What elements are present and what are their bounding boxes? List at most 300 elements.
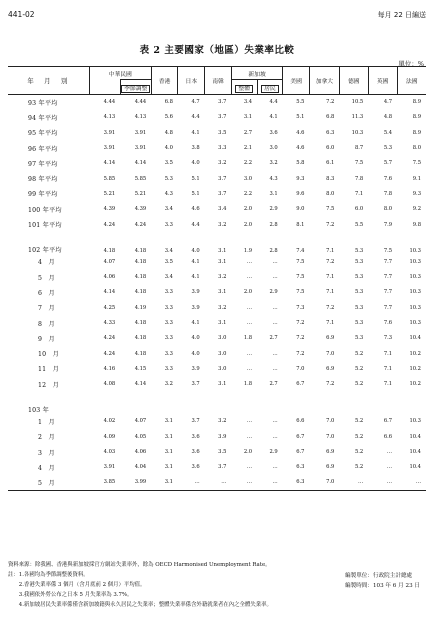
- table-row: [8, 186, 426, 201]
- cell-value: 4.6: [296, 145, 305, 152]
- cell-value: 4.1: [269, 114, 278, 121]
- cell-value: 2.0: [243, 221, 253, 228]
- cell-value: 3.1: [164, 433, 173, 440]
- cell-value: 10.3: [409, 320, 421, 326]
- note-1: 註：1.各國均為季節調整後資料。: [8, 572, 89, 578]
- cell-value: 4.04: [134, 464, 147, 471]
- cell-value: 3.3: [164, 365, 173, 372]
- header-singapore: 新加坡: [231, 67, 282, 80]
- cell-value: 10.2: [409, 350, 421, 357]
- cell-value: 8.0: [326, 190, 335, 197]
- cell-value: 4.1: [191, 274, 200, 281]
- cell-value: 3.2: [218, 160, 227, 167]
- cell-value: 3.2: [218, 221, 227, 228]
- cell-value: 10.5: [351, 99, 364, 106]
- cell-value: 3.1: [218, 289, 227, 296]
- cell-value: [120, 392, 151, 414]
- cell-value: 7.0: [326, 433, 335, 440]
- cell-value: 2.2: [243, 190, 253, 197]
- cell-value: 7.2: [326, 99, 335, 106]
- cell-value: 5.3: [383, 145, 393, 152]
- cell-value: 3.4: [164, 206, 173, 213]
- cell-value: 5.3: [354, 274, 364, 281]
- cell-value: 3.9: [191, 304, 200, 311]
- table-row: [8, 254, 426, 269]
- row-label: 12 月: [38, 381, 60, 389]
- note-4: 4.新加坡居民失業率係僅含新加坡籍與永久居民之失業率；整體失業率係含外籍就業者在內之全體失業率。: [8, 602, 272, 608]
- cell-value: 5.3: [354, 320, 364, 326]
- cell-value: 3.2: [218, 304, 227, 311]
- cell-value: 6.8: [164, 99, 173, 106]
- cell-value: 3.2: [269, 160, 278, 167]
- cell-value: 3.9: [218, 433, 227, 440]
- cell-value: [151, 392, 178, 414]
- cell-value: 6.7: [296, 449, 305, 456]
- header-china-seasonal: 季節調整: [120, 80, 151, 95]
- cell-value: 4.39: [134, 206, 147, 213]
- cell-value: 3.1: [164, 479, 173, 486]
- cell-value: 4.05: [134, 433, 147, 440]
- cell-value: [339, 392, 368, 414]
- cell-value: 7.7: [383, 304, 393, 311]
- header-sg-resident: 居民: [257, 80, 283, 95]
- unit-label: 單位：%: [398, 60, 424, 68]
- cell-value: 5.3: [354, 258, 364, 265]
- cell-value: 3.7: [218, 99, 227, 106]
- cell-value: …: [358, 479, 364, 486]
- cell-value: …: [221, 479, 227, 486]
- cell-value: 5.3: [354, 304, 364, 311]
- table-row: [8, 202, 426, 217]
- cell-value: 3.7: [191, 418, 200, 425]
- cell-value: …: [272, 479, 278, 486]
- cell-value: 4.0: [191, 335, 200, 342]
- cell-value: 5.3: [354, 289, 364, 296]
- cell-value: 4.6: [191, 206, 200, 213]
- cell-value: 3.9: [191, 365, 200, 372]
- report-code: 441-02: [8, 10, 35, 19]
- cell-value: 3.7: [218, 114, 227, 121]
- cell-value: 5.85: [103, 175, 116, 182]
- cell-value: 9.8: [412, 221, 421, 228]
- cell-value: 7.0: [326, 350, 335, 357]
- cell-value: 5.2: [354, 381, 364, 388]
- cell-value: 7.0: [326, 418, 335, 425]
- row-label: 7 月: [38, 305, 55, 313]
- editor-date: 編製時間：103 年 6 月 23 日: [345, 583, 420, 589]
- cell-value: 3.91: [134, 129, 147, 136]
- cell-value: 5.2: [354, 350, 364, 357]
- cell-value: 5.3: [354, 248, 364, 255]
- cell-value: 7.5: [354, 160, 364, 167]
- cell-value: 7.5: [412, 160, 421, 167]
- cell-value: 4.06: [103, 274, 116, 281]
- cell-value: 10.3: [409, 248, 421, 255]
- cell-value: 6.0: [326, 145, 335, 152]
- cell-value: 3.6: [191, 464, 200, 471]
- cell-value: 4.4: [269, 99, 278, 106]
- cell-value: 3.5: [164, 258, 173, 265]
- cell-value: 4.24: [103, 350, 116, 357]
- header-china-raw: [89, 80, 120, 95]
- cell-value: 3.8: [191, 145, 200, 152]
- cell-value: 2.9: [269, 289, 278, 296]
- cell-value: 7.1: [326, 248, 335, 255]
- cell-value: 5.5: [296, 99, 305, 106]
- row-label: 94 年平均: [28, 114, 58, 122]
- cell-value: 4.24: [103, 335, 116, 342]
- cell-value: 4.14: [103, 289, 116, 296]
- cell-value: 9.0: [296, 206, 305, 213]
- cell-value: 3.4: [164, 248, 173, 255]
- note-3: 3.我國依外勞公布之日本 5 月失業率為 3.7%。: [8, 592, 133, 598]
- cell-value: …: [194, 479, 200, 486]
- editor-unit: 編製單位：行政院主計總處: [345, 573, 413, 579]
- cell-value: …: [246, 433, 253, 440]
- cell-value: 4.6: [296, 129, 305, 136]
- cell-value: 1.9: [243, 248, 253, 255]
- cell-value: 10.4: [409, 433, 421, 440]
- cell-value: 6.7: [296, 381, 305, 388]
- table-row: [8, 444, 426, 459]
- cell-value: 7.7: [383, 289, 393, 296]
- cell-value: 4.24: [103, 221, 116, 228]
- header-korea: 南韓: [205, 67, 232, 95]
- header-germany: 德國: [339, 67, 368, 95]
- header-china: 中華民國: [89, 67, 151, 80]
- cell-value: 5.6: [164, 114, 173, 121]
- cell-value: 3.4: [164, 274, 173, 281]
- table-row: [8, 377, 426, 392]
- cell-value: 7.2: [296, 335, 305, 342]
- cell-value: …: [386, 479, 393, 486]
- cell-value: 3.6: [269, 129, 278, 136]
- cell-value: 3.91: [103, 464, 116, 471]
- cell-value: 5.7: [383, 160, 393, 167]
- row-label: 5 月: [38, 274, 55, 282]
- header-canada: 加拿大: [309, 67, 339, 95]
- cell-value: 6.1: [326, 160, 335, 167]
- cell-value: 9.3: [296, 175, 305, 182]
- header-sg-overall: 整體: [231, 80, 257, 95]
- cell-value: 4.44: [103, 99, 116, 106]
- cell-value: 7.2: [296, 350, 305, 357]
- cell-value: 3.0: [243, 175, 253, 182]
- table-title: 表 2 主要國家（地區）失業率比較: [139, 45, 295, 56]
- cell-value: 4.14: [134, 160, 147, 167]
- cell-value: 3.5: [218, 129, 227, 136]
- cell-value: 3.3: [164, 350, 173, 357]
- cell-value: 8.7: [354, 145, 364, 152]
- cell-value: 7.2: [326, 381, 335, 388]
- row-label: 6 月: [38, 289, 55, 297]
- cell-value: 11.3: [351, 114, 364, 121]
- cell-value: 6.3: [296, 464, 305, 471]
- cell-value: 4.8: [164, 129, 173, 136]
- cell-value: 7.1: [326, 320, 335, 326]
- cell-value: 6.9: [326, 464, 335, 471]
- cell-value: 7.3: [383, 335, 393, 342]
- cell-value: …: [246, 320, 253, 326]
- cell-value: 1.8: [243, 335, 253, 342]
- cell-value: 4.13: [103, 114, 116, 121]
- cell-value: 10.3: [409, 258, 421, 265]
- cell-value: [178, 392, 205, 414]
- cell-value: 7.0: [296, 365, 305, 372]
- cell-value: 3.7: [218, 175, 227, 182]
- cell-value: …: [272, 320, 278, 326]
- cell-value: 7.4: [296, 248, 305, 255]
- header-france: 法國: [397, 67, 426, 95]
- cell-value: 3.85: [103, 479, 116, 486]
- table-body: [8, 95, 426, 491]
- cell-value: 7.0: [326, 479, 335, 486]
- cell-value: 7.5: [296, 258, 305, 265]
- cell-value: 5.2: [354, 433, 364, 440]
- cell-value: [397, 392, 426, 414]
- header-usa: 美國: [283, 67, 310, 95]
- cell-value: …: [272, 433, 278, 440]
- cell-value: 5.2: [354, 365, 364, 372]
- cell-value: 2.7: [243, 129, 253, 136]
- cell-value: 3.3: [164, 221, 173, 228]
- cell-value: 4.8: [383, 114, 393, 121]
- cell-value: 3.1: [218, 320, 227, 326]
- cell-value: 7.1: [326, 289, 335, 296]
- cell-value: 10.2: [409, 365, 421, 372]
- cell-value: 2.9: [269, 206, 278, 213]
- cell-value: 6.0: [354, 206, 364, 213]
- row-label: 10 月: [38, 351, 60, 359]
- cell-value: 3.91: [103, 129, 116, 136]
- cell-value: 3.1: [218, 258, 227, 265]
- cell-value: 7.5: [296, 289, 305, 296]
- cell-value: 7.2: [326, 304, 335, 311]
- cell-value: 5.1: [191, 175, 200, 182]
- row-label: 100 年平均: [28, 206, 62, 214]
- cell-value: 4.14: [103, 160, 116, 167]
- cell-value: 2.9: [269, 449, 278, 456]
- cell-value: …: [246, 418, 253, 425]
- cell-value: [283, 392, 310, 414]
- cell-value: 3.3: [164, 304, 173, 311]
- table-row: [8, 95, 426, 110]
- table-row: [8, 475, 426, 490]
- cell-value: 4.18: [134, 350, 147, 357]
- cell-value: 3.0: [269, 145, 278, 152]
- table-row: [8, 140, 426, 155]
- table-row: [8, 460, 426, 475]
- cell-value: 2.2: [243, 160, 253, 167]
- row-label: 98 年平均: [28, 176, 58, 184]
- cell-value: 8.9: [412, 114, 421, 121]
- note-2: 2.香港失業率係 3 個月（含月底前 2 個月）平均值。: [8, 582, 146, 588]
- cell-value: …: [272, 464, 278, 471]
- cell-value: 7.1: [326, 274, 335, 281]
- cell-value: 3.5: [218, 449, 227, 456]
- cell-value: 4.1: [191, 320, 200, 326]
- cell-value: 9.2: [412, 206, 421, 213]
- cell-value: 3.3: [164, 289, 173, 296]
- cell-value: 2.7: [269, 381, 278, 388]
- cell-value: 7.6: [383, 320, 393, 326]
- cell-value: 3.4: [243, 99, 253, 106]
- cell-value: …: [415, 479, 421, 486]
- cell-value: 5.8: [296, 160, 305, 167]
- cell-value: 4.18: [134, 320, 147, 326]
- cell-value: 4.4: [191, 114, 200, 121]
- row-label: 3 月: [38, 449, 55, 457]
- cell-value: 5.3: [354, 335, 364, 342]
- cell-value: 4.7: [383, 99, 393, 106]
- row-label: 5 月: [38, 479, 55, 487]
- cell-value: 7.2: [326, 221, 335, 228]
- cell-value: 4.0: [191, 160, 200, 167]
- table-row: [8, 232, 426, 254]
- cell-value: 6.6: [383, 433, 393, 440]
- cell-value: 4.44: [134, 99, 147, 106]
- cell-value: 4.18: [103, 248, 116, 255]
- cell-value: 7.5: [383, 248, 393, 255]
- cell-value: 8.3: [326, 175, 335, 182]
- cell-value: 1.8: [243, 381, 253, 388]
- cell-value: 6.3: [296, 479, 305, 486]
- cell-value: 2.7: [269, 335, 278, 342]
- cell-value: 5.1: [191, 190, 200, 197]
- cell-value: 7.3: [296, 304, 305, 311]
- cell-value: 3.99: [134, 479, 147, 486]
- cell-value: 5.2: [354, 418, 364, 425]
- cell-value: 4.18: [134, 274, 147, 281]
- cell-value: 3.0: [218, 335, 227, 342]
- cell-value: 3.91: [103, 145, 116, 152]
- row-label: 93 年平均: [28, 99, 58, 107]
- cell-value: …: [246, 464, 253, 471]
- cell-value: 4.07: [134, 418, 147, 425]
- cell-value: 4.19: [134, 304, 147, 311]
- cell-value: …: [272, 418, 278, 425]
- cell-value: 7.7: [383, 274, 393, 281]
- row-label: 9 月: [38, 335, 55, 343]
- cell-value: 4.39: [103, 206, 116, 213]
- row-label: 103 年: [28, 406, 49, 414]
- table-row: [8, 392, 426, 414]
- cell-value: 6.9: [326, 335, 335, 342]
- cell-value: 8.9: [412, 129, 421, 136]
- cell-value: …: [246, 479, 253, 486]
- cell-value: 3.0: [218, 365, 227, 372]
- cell-value: 4.7: [191, 99, 200, 106]
- cell-value: 4.18: [134, 335, 147, 342]
- cell-value: 7.8: [354, 175, 364, 182]
- cell-value: 6.6: [296, 418, 305, 425]
- table-row: [8, 429, 426, 444]
- table-row: [8, 217, 426, 232]
- cell-value: 4.25: [103, 304, 116, 311]
- cell-value: 4.18: [134, 289, 147, 296]
- cell-value: 7.2: [326, 258, 335, 265]
- cell-value: 5.4: [383, 129, 393, 136]
- cell-value: 7.2: [296, 320, 305, 326]
- table-row: [8, 156, 426, 171]
- cell-value: 6.9: [326, 365, 335, 372]
- cell-value: [309, 392, 339, 414]
- cell-value: 7.1: [354, 190, 364, 197]
- cell-value: 5.2: [354, 464, 364, 471]
- table-row: [8, 331, 426, 346]
- cell-value: 4.08: [103, 381, 116, 388]
- cell-value: …: [272, 304, 278, 311]
- cell-value: 7.7: [383, 258, 393, 265]
- cell-value: [205, 392, 232, 414]
- cell-value: 10.4: [409, 464, 421, 471]
- cell-value: 3.0: [218, 350, 227, 357]
- cell-value: …: [246, 274, 253, 281]
- cell-value: …: [272, 365, 278, 372]
- cell-value: 4.1: [191, 129, 200, 136]
- cell-value: 6.7: [383, 418, 393, 425]
- table-row: [8, 171, 426, 186]
- cell-value: 2.8: [269, 221, 278, 228]
- note-source: 資料來源：除我國、香港與新加坡採官方網站失業率外，餘為 OECD Harmonised Unemployment Rate。: [8, 562, 271, 568]
- cell-value: 8.0: [383, 206, 393, 213]
- cell-value: 10.3: [409, 418, 421, 425]
- cell-value: 7.5: [326, 206, 335, 213]
- cell-value: 4.09: [103, 433, 116, 440]
- cell-value: 2.0: [243, 289, 253, 296]
- cell-value: …: [246, 258, 253, 265]
- cell-value: 5.1: [296, 114, 305, 121]
- row-label: 4 月: [38, 464, 55, 472]
- cell-value: 8.9: [412, 99, 421, 106]
- header-period: 年 月 別: [8, 67, 89, 95]
- cell-value: …: [386, 449, 393, 456]
- table-row: [8, 315, 426, 330]
- cell-value: …: [246, 304, 253, 311]
- cell-value: 9.6: [296, 190, 305, 197]
- cell-value: [89, 392, 120, 414]
- cell-value: 4.3: [164, 190, 173, 197]
- row-label: 11 月: [38, 366, 60, 374]
- cell-value: 8.0: [412, 145, 421, 152]
- cell-value: 5.21: [103, 190, 116, 197]
- cell-value: 3.1: [164, 449, 173, 456]
- row-label: 96 年平均: [28, 145, 58, 153]
- table-row: [8, 110, 426, 125]
- cell-value: [368, 392, 397, 414]
- table-row: [8, 125, 426, 140]
- header-japan: 日本: [178, 67, 205, 95]
- cell-value: 7.1: [383, 365, 393, 372]
- cell-value: …: [272, 274, 278, 281]
- cell-value: 7.1: [383, 350, 393, 357]
- cell-value: 3.1: [218, 381, 227, 388]
- cell-value: 4.13: [134, 114, 147, 121]
- cell-value: 4.15: [134, 365, 147, 372]
- table-row: [8, 414, 426, 429]
- cell-value: 6.3: [326, 129, 335, 136]
- cell-value: 4.24: [134, 221, 147, 228]
- cell-value: 3.3: [164, 320, 173, 326]
- row-label: 99 年平均: [28, 191, 58, 199]
- cell-value: 4.1: [191, 258, 200, 265]
- cell-value: 5.5: [354, 221, 364, 228]
- cell-value: 3.5: [164, 160, 173, 167]
- row-label: 8 月: [38, 320, 55, 328]
- cell-value: 5.21: [134, 190, 147, 197]
- cell-value: 3.2: [218, 418, 227, 425]
- cell-value: 4.07: [103, 258, 116, 265]
